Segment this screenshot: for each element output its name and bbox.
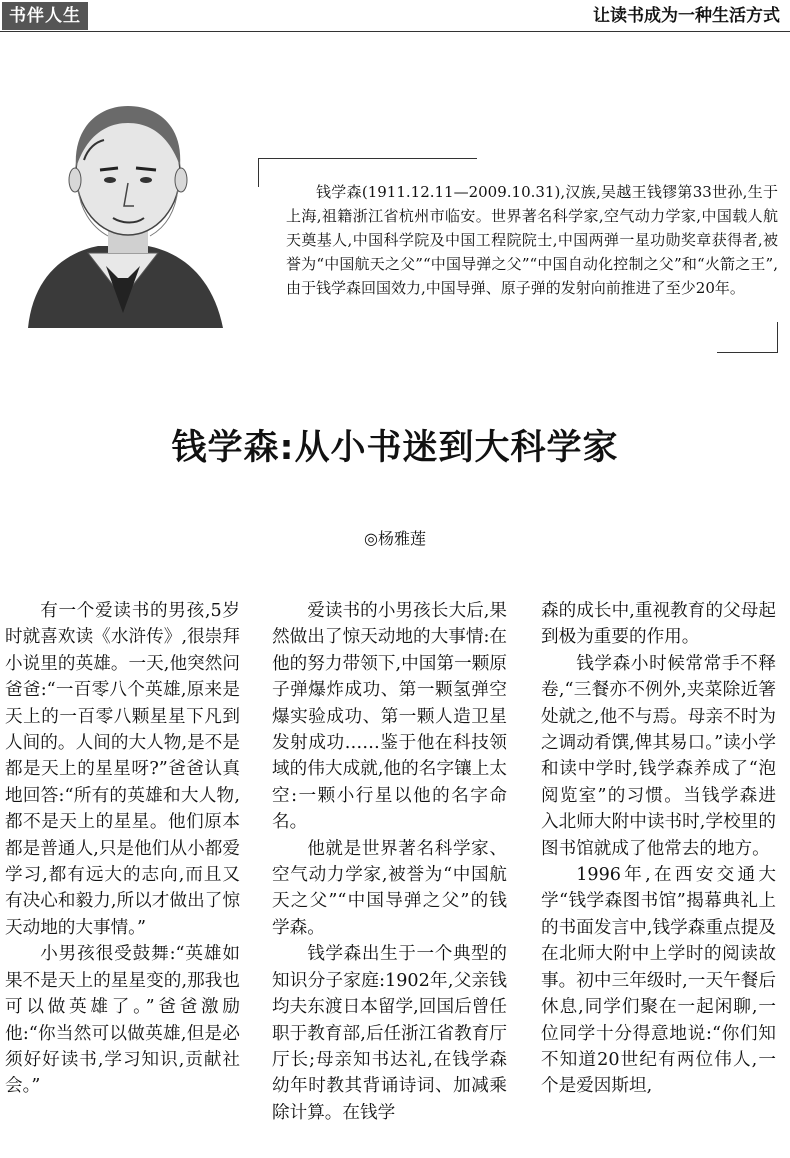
paragraph: 爱读书的小男孩长大后,果然做出了惊天动地的大事情:在他的努力带领下,中国第一颗原子弹爆炸成功、第一颗氢弹空爆实验成功、第一颗人造卫星发射成功……鉴于他在科技领域的伟大成就,他的名字镶上太空:一颗小行星以他的名字命名。 (272, 601, 507, 833)
paragraph-continuation: 森的成长中,重视教育的父母起到极为重要的作用。 (541, 601, 776, 648)
article-title: 钱学森:从小书迷到大科学家 (171, 428, 619, 468)
body-column-2 (272, 598, 507, 1126)
article-body (0, 598, 790, 1158)
section-tag: 书伴人生 (2, 2, 88, 30)
body-column-1 (5, 598, 240, 1100)
paragraph: 小男孩很受鼓舞:“英雄如果不是天上的星星变的,那我也可以做英雄了。”爸爸激励他:“你当然可以做英雄,但是必须好好读书,学习知识,贡献社会。” (5, 944, 240, 1097)
header-slogan: 让读书成为一种生活方式 (593, 6, 780, 26)
paragraph: 1996年,在西安交通大学“钱学森图书馆”揭幕典礼上的书面发言中,钱学森重点提及在北师大附中上学时的阅读故事。初中三年级时,一天午餐后休息,同学们聚在一起闲聊,一位同学十分得意地说:“你们知不知道20世纪有两位伟人,一个是爱因斯坦, (541, 865, 776, 1097)
portrait-sketch-icon (18, 88, 228, 328)
paragraph: 他就是世界著名科学家、空气动力学家,被誉为“中国航天之父”“中国导弹之父”的钱学森。 (272, 838, 507, 938)
paragraph: 钱学森出生于一个典型的知识分子家庭:1902年,父亲钱均夫东渡日本留学,回国后曾任职于教育部,后任浙江省教育厅厅长;母亲知书达礼,在钱学森幼年时教其背诵诗词、加减乘除计算。在钱学 (272, 944, 507, 1123)
article-author: ◎杨雅莲 (364, 529, 426, 548)
bio-text: 钱学森(1911.12.11—2009.10.31),汉族,吴越王钱镠第33世孙,生于上海,祖籍浙江省杭州市临安。世界著名科学家,空气动力学家,中国载人航天奠基人,中国科学院及中国工程院院士,中国两弹一星功勋奖章获得者,被誉为“中国航天之父”“中国导弹之父”“中国自动化控制之父”和“火箭之王”,由于钱学森回国效力,中国导弹、原子弹的发射向前推进了至少20年。 (286, 183, 778, 297)
body-column-3 (541, 598, 776, 1100)
page-header (0, 0, 790, 32)
bio-frame-corner-bottom-right (717, 322, 778, 353)
paragraph: 钱学森小时候常常手不释卷,“三餐亦不例外,夹菜除近箸处就之,他不与焉。母亲不时为之调动肴馔,俾其易口。”读小学和读中学时,钱学森养成了“泡阅览室”的习惯。当钱学森进入北师大附中读书时,学校里的图书馆就成了他常去的地方。 (541, 653, 776, 859)
paragraph: 有一个爱读书的男孩,5岁时就喜欢读《水浒传》,很崇拜小说里的英雄。一天,他突然问爸爸:“一百零八个英雄,原来是天上的一百零八颗星星下凡到人间的。人间的大人物,是不是都是天上的星星呀?”爸爸认真地回答:“所有的英雄和大人物,都不是天上的星星。他们原本都是普通人,只是他们从小都爱学习,都有远大的志向,而且又有决心和毅力,所以才做出了惊天动地的大事情。” (5, 601, 240, 938)
header-divider (0, 31, 790, 32)
